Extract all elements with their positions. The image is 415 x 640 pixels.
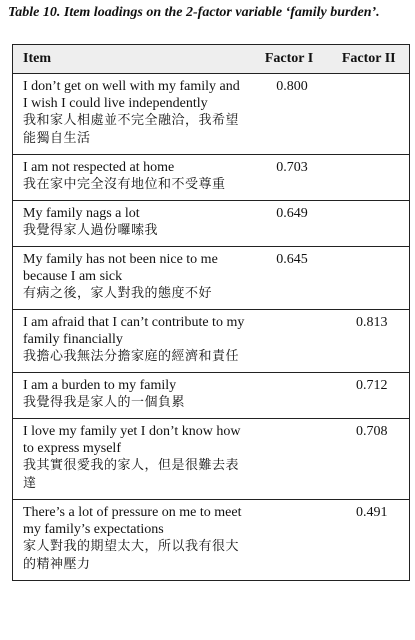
factor-1-loading: 0.649 <box>250 201 329 247</box>
item-chinese: 我其實很愛我的家人，但是很難去表達 <box>23 458 240 491</box>
factor-1-loading <box>250 310 329 373</box>
table-header-row <box>13 45 410 74</box>
table-row <box>13 201 410 247</box>
item-english: There’s a lot of pressure on me to meet my family’s expectations <box>23 505 242 537</box>
column-header-item: Item <box>13 45 250 74</box>
item-english: I am not respected at home <box>23 160 175 175</box>
factor-2-loading: 0.712 <box>329 373 410 419</box>
table-row <box>13 155 410 201</box>
factor-1-loading <box>250 419 329 500</box>
factor-2-loading: 0.491 <box>356 505 388 520</box>
factor-2-loading: 0.708 <box>329 419 410 500</box>
item-chinese: 我和家人相處並不完全融洽，我希望能獨自生活 <box>23 113 240 146</box>
item-english: I am a burden to my family <box>23 378 177 393</box>
item-cell <box>13 74 250 155</box>
item-chinese: 有病之後，家人對我的態度不好 <box>23 286 213 301</box>
item-chinese: 我擔心我無法分擔家庭的經濟和責任 <box>23 349 240 364</box>
factor-1-loading: 0.800 <box>250 74 329 155</box>
item-cell <box>13 373 250 419</box>
table-row <box>13 247 410 310</box>
table-row <box>13 373 410 419</box>
table-row <box>13 419 410 500</box>
table-caption: Table 10. Item loadings on the 2-factor variable ‘family burden’. <box>8 5 380 20</box>
factor-2-loading <box>329 247 410 310</box>
item-chinese: 我覺得我是家人的一個負累 <box>23 395 186 410</box>
item-chinese: 我在家中完全沒有地位和不受尊重 <box>23 177 226 192</box>
table-row <box>13 310 410 373</box>
factor-1-loading <box>250 500 329 581</box>
item-cell <box>13 201 250 247</box>
factor-1-loading <box>250 373 329 419</box>
table-row <box>13 74 410 155</box>
factor-2-loading <box>329 201 410 247</box>
item-english: I am afraid that I can’t contribute to my family financially <box>23 315 245 347</box>
factor-2-loading <box>329 155 410 201</box>
item-english: I love my family yet I don’t know how to express myself <box>23 424 241 456</box>
factor-2-loading <box>329 74 410 155</box>
factor-1-loading: 0.645 <box>250 247 329 310</box>
factor-1-loading: 0.703 <box>250 155 329 201</box>
item-cell <box>13 419 250 500</box>
item-chinese: 家人對我的期望太大，所以我有很大的精神壓力 <box>23 539 240 572</box>
table-row <box>13 500 410 581</box>
column-header-factor-1: Factor I <box>250 45 329 74</box>
item-cell <box>13 500 250 581</box>
item-cell <box>13 310 250 373</box>
item-english: My family nags a lot <box>23 206 140 221</box>
item-loadings-table <box>12 44 410 581</box>
item-english: I don’t get on well with my family and I wish I could live independently <box>23 79 240 111</box>
item-cell <box>13 155 250 201</box>
item-english: My family has not been nice to me because I am sick <box>23 252 218 284</box>
factor-2-loading: 0.813 <box>329 310 410 373</box>
item-chinese: 我覺得家人過份囉嗦我 <box>23 223 159 238</box>
column-header-factor-2: Factor II <box>329 45 410 74</box>
item-cell <box>13 247 250 310</box>
